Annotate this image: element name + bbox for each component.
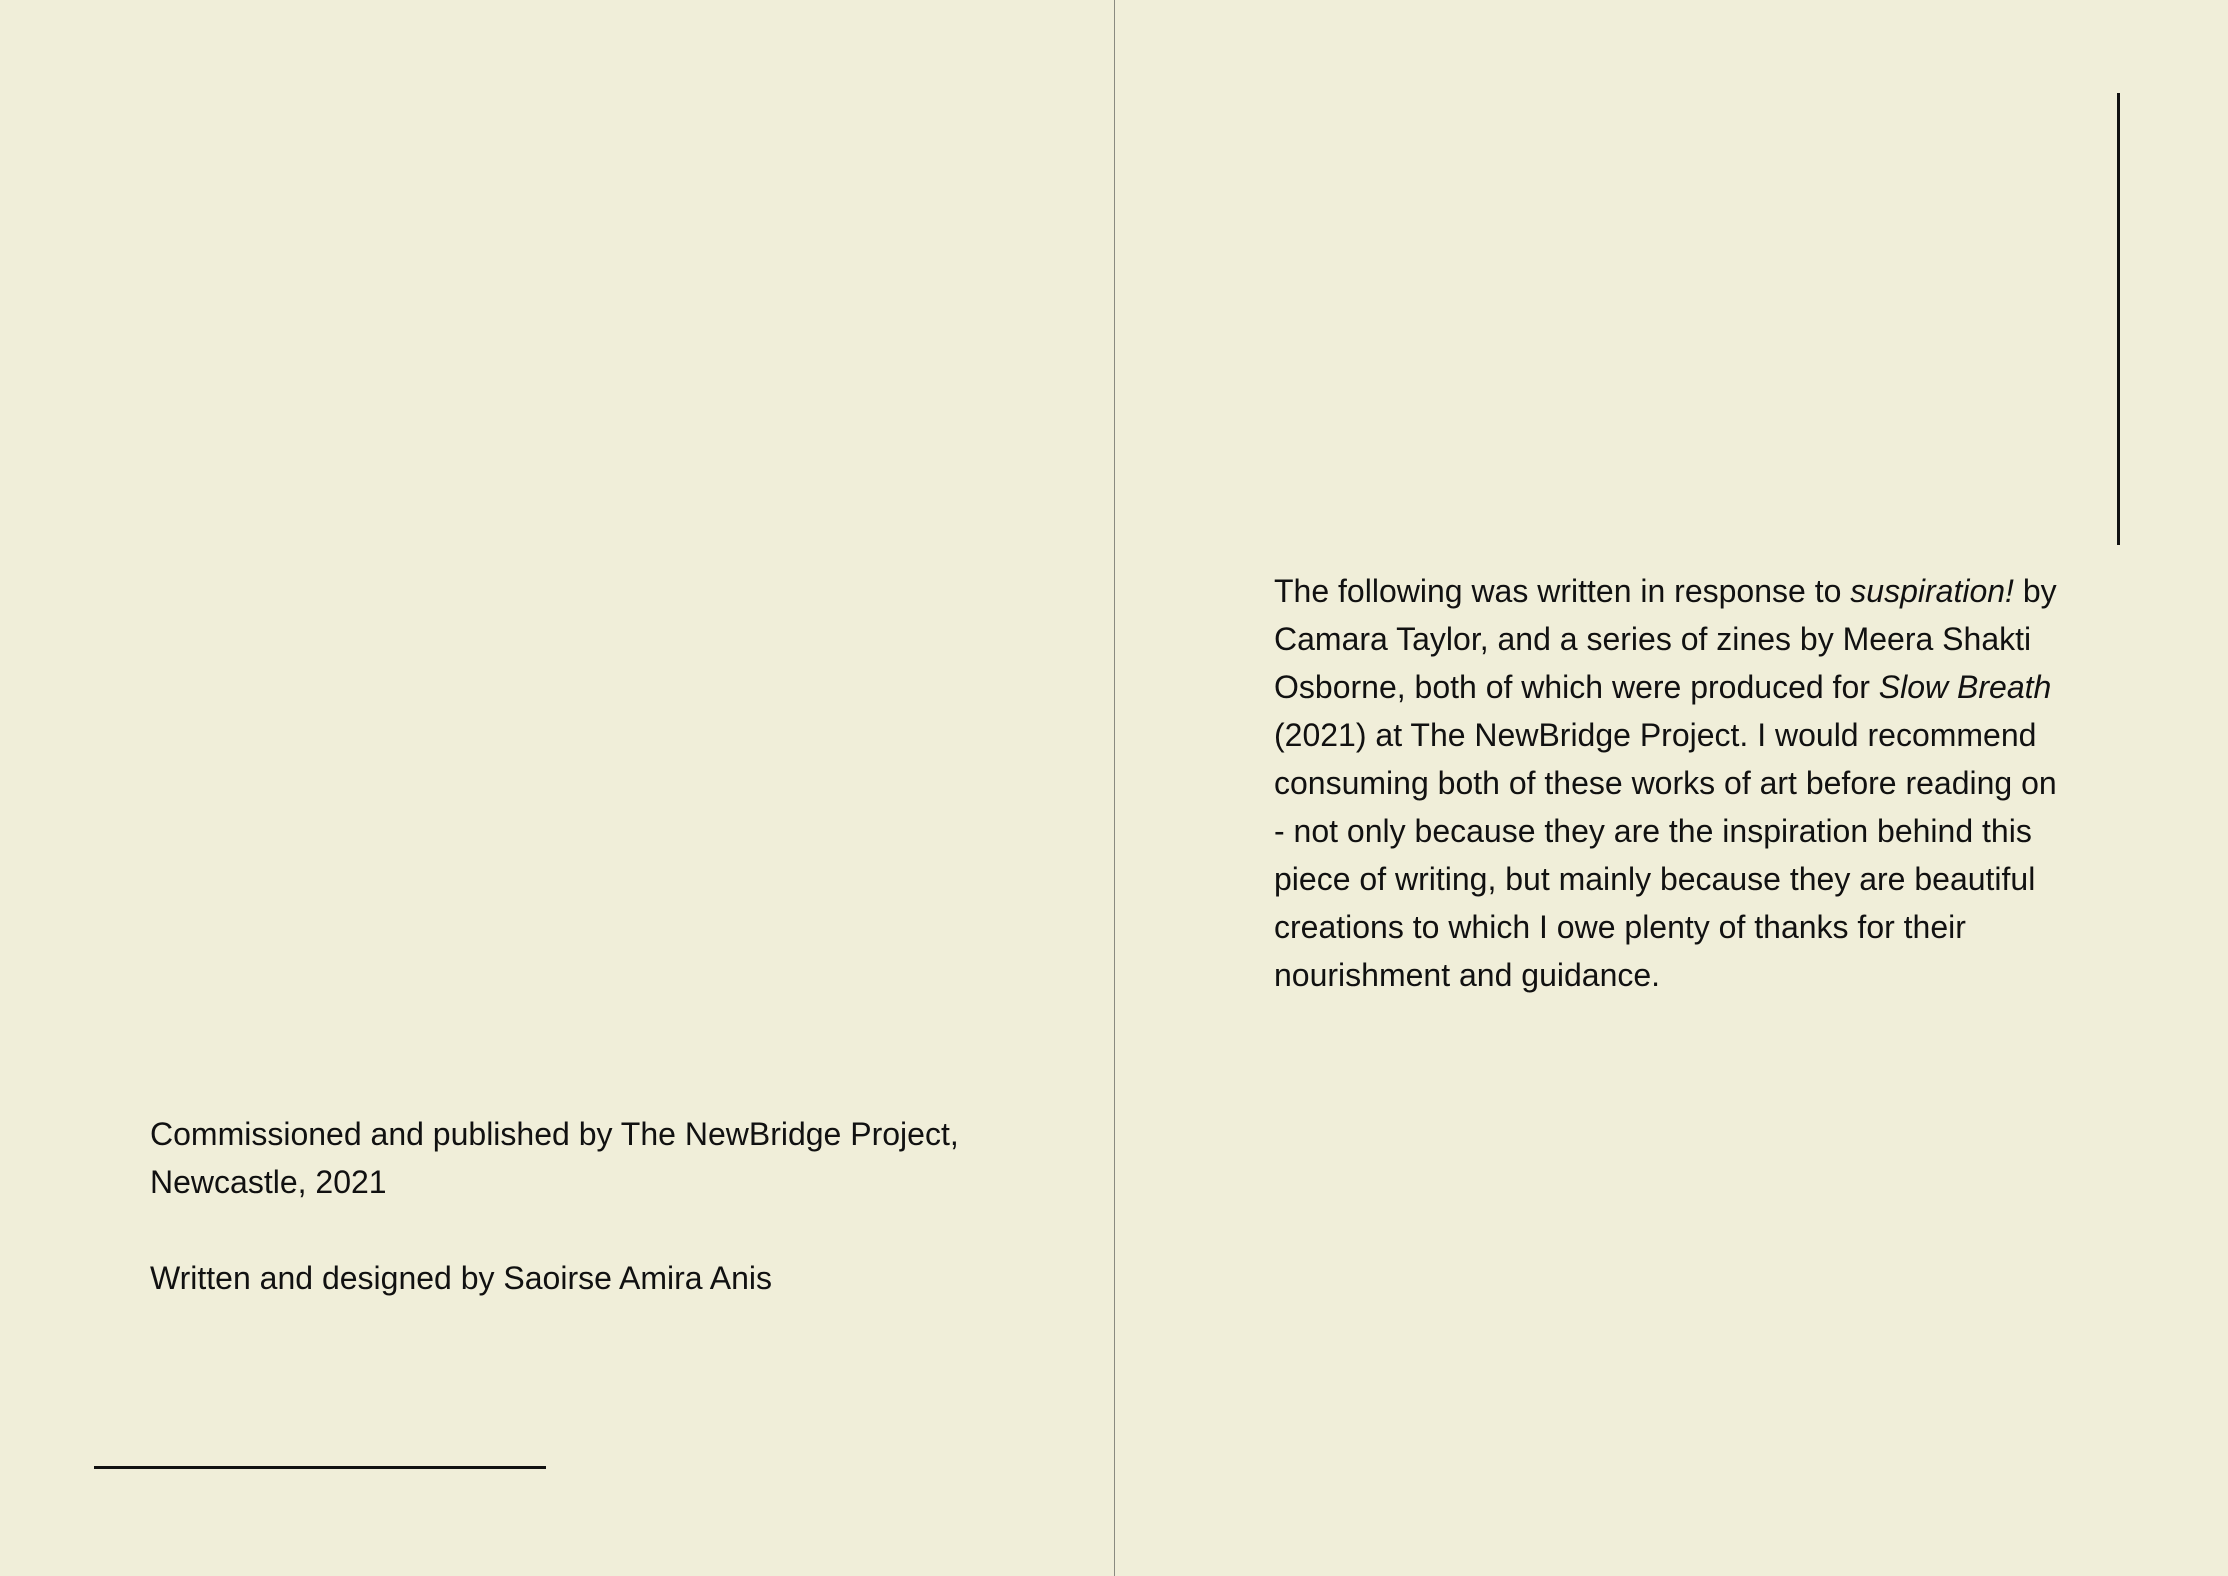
intro-text-part3: (2021) at The NewBridge Project. I would recommend consuming both of these works of art before reading on - not only because they are the inspiration behind this piece of writing, but mainly because they are beautiful creations to which I owe plenty of thanks for their nourishment and guidance. [1274, 717, 2057, 993]
work-title-suspiration: suspiration! [1850, 573, 2014, 609]
colophon [150, 1110, 1010, 1302]
intro-paragraph [1274, 567, 2074, 999]
publisher-credit: Commissioned and published by The NewBridge Project, Newcastle, 2021 [150, 1116, 959, 1200]
intro-text-part1: The following was written in response to [1274, 573, 1851, 609]
horizontal-rule [94, 1466, 546, 1469]
intro-text-part2: by Camara Taylor, and a series of zines by Meera Shakti Osborne, both of which were produced for [1274, 573, 2057, 705]
intro-text [1274, 567, 2074, 999]
work-title-slow-breath: Slow Breath [1878, 669, 2052, 705]
author-credit: Written and designed by Saoirse Amira Anis [150, 1260, 772, 1296]
vertical-rule [2117, 93, 2120, 545]
